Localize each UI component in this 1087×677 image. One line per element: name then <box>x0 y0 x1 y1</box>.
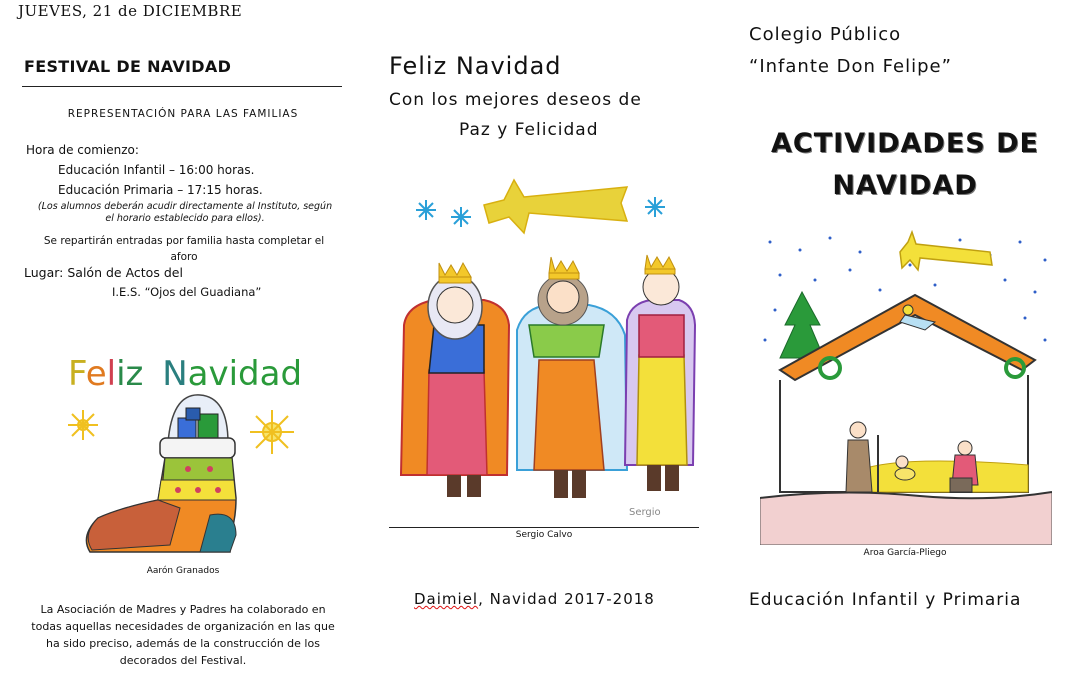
boot-drawing <box>60 330 310 565</box>
start-time-label: Hora de comienzo: <box>26 143 139 157</box>
students-note-line: (Los alumnos deberán acudir directamente al Instituto, según <box>37 201 333 212</box>
ampa-note <box>20 601 346 669</box>
king-figure <box>625 255 695 491</box>
infantil-schedule: Educación Infantil – 16:00 horas. <box>58 163 255 177</box>
drawing-divider <box>389 527 699 528</box>
students-note <box>26 201 344 225</box>
primaria-schedule: Educación Primaria – 17:15 horas. <box>58 183 263 197</box>
school-name: “Infante Don Felipe” <box>749 56 952 77</box>
activities-title: ACTIVIDADES DE <box>771 128 1039 159</box>
drawing-caption: Feliz Navidad <box>68 354 303 394</box>
shooting-star-icon <box>900 232 992 270</box>
place-date <box>414 590 655 608</box>
season-label: , Navidad 2017-2018 <box>478 590 655 608</box>
snowflake-icon <box>645 197 665 217</box>
mary-figure <box>950 441 978 492</box>
students-note-line: el horario establecido para ellos). <box>105 213 265 224</box>
snowflake-icon <box>451 207 471 227</box>
tickets-note-line: aforo <box>170 251 198 263</box>
place-name: I.E.S. “Ojos del Guadiana” <box>112 285 262 299</box>
ampa-note-line: ha sido preciso, además de la construcción de los <box>46 637 320 650</box>
drawing-signature: Sergio <box>629 507 661 518</box>
festival-title: FESTIVAL DE NAVIDAD <box>24 57 232 76</box>
school-type: Colegio Público <box>749 24 902 45</box>
drawing-credit: Sergio Calvo <box>515 530 573 540</box>
snowflake-icon <box>416 200 436 220</box>
king-figure <box>517 257 627 498</box>
shooting-star-icon <box>484 180 627 233</box>
three-kings-drawing <box>389 175 699 525</box>
king-figure <box>401 263 509 497</box>
drawing-credit: Aroa García-Pliego <box>863 548 947 558</box>
title-divider <box>22 86 342 87</box>
drawing-credit: Aarón Granados <box>146 566 220 576</box>
ampa-note-line: decorados del Festival. <box>119 654 247 667</box>
date-heading: JUEVES, 21 de DICIEMBRE <box>18 2 243 20</box>
sun-icon <box>68 410 98 440</box>
ground <box>760 492 1052 545</box>
place-label: Lugar: Salón de Actos del <box>24 265 183 280</box>
greeting-line: Con los mejores deseos de <box>389 90 642 110</box>
education-levels: Educación Infantil y Primaria <box>749 590 1022 610</box>
greeting-title: Feliz Navidad <box>389 52 562 80</box>
tickets-note <box>24 233 344 265</box>
nativity-drawing <box>760 230 1052 545</box>
place-name: Daimiel <box>414 590 479 608</box>
activities-title: NAVIDAD <box>832 170 978 201</box>
performance-subtitle: REPRESENTACIÓN PARA LAS FAMILIAS <box>67 108 299 120</box>
ampa-note-line: La Asociación de Madres y Padres ha colaborado en <box>40 603 326 616</box>
ampa-note-line: todas aquellas necesidades de organización en las que <box>31 620 335 633</box>
sun-icon <box>250 410 294 454</box>
tickets-note-line: Se repartirán entradas por familia hasta completar el <box>43 235 325 247</box>
greeting-line: Paz y Felicidad <box>459 120 599 140</box>
